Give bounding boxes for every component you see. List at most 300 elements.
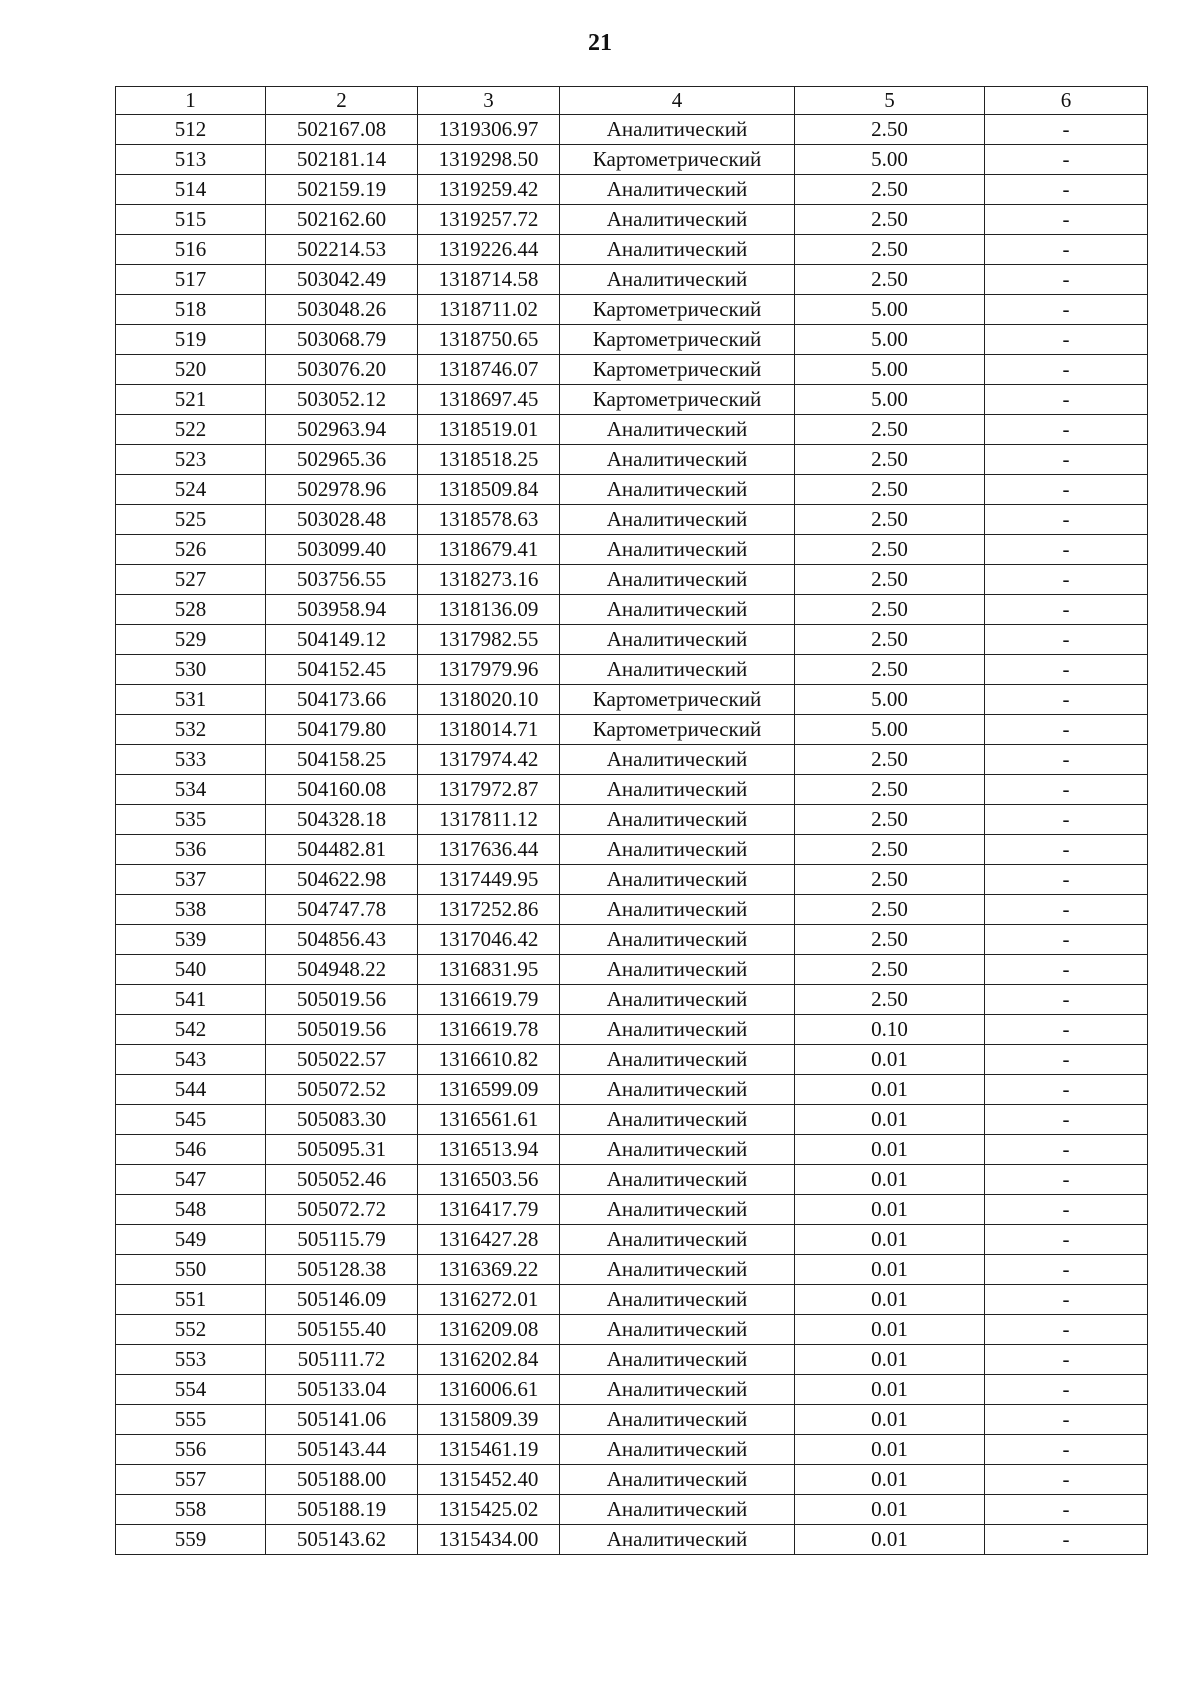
accuracy-cell: 2.50 (795, 835, 985, 865)
point-number-cell: 516 (116, 235, 266, 265)
table-row (116, 1525, 1148, 1555)
x-coordinate-cell: 505022.57 (266, 1045, 418, 1075)
point-number-cell: 519 (116, 325, 266, 355)
method-cell: Аналитический (560, 925, 795, 955)
point-number-cell: 512 (116, 115, 266, 145)
x-coordinate-cell: 505019.56 (266, 985, 418, 1015)
accuracy-cell: 0.01 (795, 1225, 985, 1255)
header-cell: 3 (418, 87, 560, 115)
accuracy-cell: 2.50 (795, 235, 985, 265)
y-coordinate-cell: 1318020.10 (418, 685, 560, 715)
point-number-cell: 539 (116, 925, 266, 955)
page-number: 21 (588, 30, 612, 56)
point-number-cell: 518 (116, 295, 266, 325)
method-cell: Аналитический (560, 985, 795, 1015)
table-row (116, 325, 1148, 355)
table-row (116, 1375, 1148, 1405)
y-coordinate-cell: 1316209.08 (418, 1315, 560, 1345)
note-cell: - (985, 835, 1148, 865)
y-coordinate-cell: 1318711.02 (418, 295, 560, 325)
point-number-cell: 537 (116, 865, 266, 895)
x-coordinate-cell: 503028.48 (266, 505, 418, 535)
accuracy-cell: 0.01 (795, 1075, 985, 1105)
table-row (116, 955, 1148, 985)
point-number-cell: 549 (116, 1225, 266, 1255)
table-row (116, 385, 1148, 415)
y-coordinate-cell: 1318014.71 (418, 715, 560, 745)
note-cell: - (985, 1285, 1148, 1315)
x-coordinate-cell: 502214.53 (266, 235, 418, 265)
accuracy-cell: 0.01 (795, 1315, 985, 1345)
y-coordinate-cell: 1316561.61 (418, 1105, 560, 1135)
method-cell: Аналитический (560, 1465, 795, 1495)
x-coordinate-cell: 504482.81 (266, 835, 418, 865)
y-coordinate-cell: 1315809.39 (418, 1405, 560, 1435)
y-coordinate-cell: 1315434.00 (418, 1525, 560, 1555)
y-coordinate-cell: 1319226.44 (418, 235, 560, 265)
header-cell: 5 (795, 87, 985, 115)
accuracy-cell: 5.00 (795, 715, 985, 745)
note-cell: - (985, 745, 1148, 775)
x-coordinate-cell: 505072.52 (266, 1075, 418, 1105)
method-cell: Аналитический (560, 1495, 795, 1525)
method-cell: Аналитический (560, 1375, 795, 1405)
accuracy-cell: 0.01 (795, 1375, 985, 1405)
method-cell: Картометрический (560, 385, 795, 415)
method-cell: Аналитический (560, 1135, 795, 1165)
note-cell: - (985, 1225, 1148, 1255)
header-cell: 1 (116, 87, 266, 115)
y-coordinate-cell: 1315461.19 (418, 1435, 560, 1465)
y-coordinate-cell: 1319298.50 (418, 145, 560, 175)
accuracy-cell: 2.50 (795, 115, 985, 145)
note-cell: - (985, 235, 1148, 265)
note-cell: - (985, 985, 1148, 1015)
accuracy-cell: 2.50 (795, 625, 985, 655)
method-cell: Аналитический (560, 1525, 795, 1555)
table-row (116, 745, 1148, 775)
method-cell: Аналитический (560, 1285, 795, 1315)
table-row (116, 535, 1148, 565)
note-cell: - (985, 1075, 1148, 1105)
accuracy-cell: 2.50 (795, 925, 985, 955)
y-coordinate-cell: 1316006.61 (418, 1375, 560, 1405)
note-cell: - (985, 1345, 1148, 1375)
method-cell: Аналитический (560, 445, 795, 475)
table-row (116, 685, 1148, 715)
y-coordinate-cell: 1317046.42 (418, 925, 560, 955)
method-cell: Аналитический (560, 1345, 795, 1375)
method-cell: Аналитический (560, 595, 795, 625)
point-number-cell: 558 (116, 1495, 266, 1525)
table-row (116, 565, 1148, 595)
accuracy-cell: 2.50 (795, 595, 985, 625)
y-coordinate-cell: 1316831.95 (418, 955, 560, 985)
table-row (116, 625, 1148, 655)
note-cell: - (985, 1165, 1148, 1195)
x-coordinate-cell: 504173.66 (266, 685, 418, 715)
method-cell: Картометрический (560, 715, 795, 745)
accuracy-cell: 2.50 (795, 895, 985, 925)
y-coordinate-cell: 1316619.79 (418, 985, 560, 1015)
method-cell: Аналитический (560, 235, 795, 265)
note-cell: - (985, 265, 1148, 295)
note-cell: - (985, 1375, 1148, 1405)
y-coordinate-cell: 1317449.95 (418, 865, 560, 895)
method-cell: Аналитический (560, 1405, 795, 1435)
accuracy-cell: 2.50 (795, 475, 985, 505)
point-number-cell: 543 (116, 1045, 266, 1075)
table-row (116, 1255, 1148, 1285)
x-coordinate-cell: 505133.04 (266, 1375, 418, 1405)
note-cell: - (985, 1465, 1148, 1495)
accuracy-cell: 2.50 (795, 205, 985, 235)
point-number-cell: 546 (116, 1135, 266, 1165)
point-number-cell: 555 (116, 1405, 266, 1435)
x-coordinate-cell: 505095.31 (266, 1135, 418, 1165)
accuracy-cell: 5.00 (795, 325, 985, 355)
y-coordinate-cell: 1318509.84 (418, 475, 560, 505)
method-cell: Картометрический (560, 145, 795, 175)
x-coordinate-cell: 504856.43 (266, 925, 418, 955)
x-coordinate-cell: 504948.22 (266, 955, 418, 985)
accuracy-cell: 0.01 (795, 1165, 985, 1195)
method-cell: Аналитический (560, 745, 795, 775)
header-row (116, 87, 1148, 115)
table-row (116, 475, 1148, 505)
method-cell: Аналитический (560, 655, 795, 685)
table-row (116, 1495, 1148, 1525)
note-cell: - (985, 1015, 1148, 1045)
y-coordinate-cell: 1316599.09 (418, 1075, 560, 1105)
method-cell: Аналитический (560, 835, 795, 865)
coordinates-table (115, 86, 1148, 1555)
point-number-cell: 521 (116, 385, 266, 415)
note-cell: - (985, 1405, 1148, 1435)
accuracy-cell: 2.50 (795, 865, 985, 895)
x-coordinate-cell: 505141.06 (266, 1405, 418, 1435)
y-coordinate-cell: 1316513.94 (418, 1135, 560, 1165)
y-coordinate-cell: 1317811.12 (418, 805, 560, 835)
table-row (116, 1225, 1148, 1255)
point-number-cell: 525 (116, 505, 266, 535)
x-coordinate-cell: 505146.09 (266, 1285, 418, 1315)
point-number-cell: 529 (116, 625, 266, 655)
x-coordinate-cell: 502963.94 (266, 415, 418, 445)
table-row (116, 1435, 1148, 1465)
table-row (116, 235, 1148, 265)
accuracy-cell: 0.01 (795, 1345, 985, 1375)
method-cell: Аналитический (560, 955, 795, 985)
method-cell: Аналитический (560, 265, 795, 295)
y-coordinate-cell: 1315425.02 (418, 1495, 560, 1525)
note-cell: - (985, 1135, 1148, 1165)
note-cell: - (985, 1435, 1148, 1465)
note-cell: - (985, 955, 1148, 985)
method-cell: Аналитический (560, 175, 795, 205)
x-coordinate-cell: 505083.30 (266, 1105, 418, 1135)
table-body (116, 115, 1148, 1555)
accuracy-cell: 2.50 (795, 655, 985, 685)
header-cell: 6 (985, 87, 1148, 115)
table-row (116, 985, 1148, 1015)
x-coordinate-cell: 505019.56 (266, 1015, 418, 1045)
table-row (116, 1015, 1148, 1045)
x-coordinate-cell: 505188.00 (266, 1465, 418, 1495)
method-cell: Аналитический (560, 475, 795, 505)
method-cell: Картометрический (560, 295, 795, 325)
accuracy-cell: 0.01 (795, 1495, 985, 1525)
y-coordinate-cell: 1318750.65 (418, 325, 560, 355)
x-coordinate-cell: 504158.25 (266, 745, 418, 775)
table-row (116, 1045, 1148, 1075)
table-row (116, 505, 1148, 535)
accuracy-cell: 5.00 (795, 685, 985, 715)
table-row (116, 1315, 1148, 1345)
accuracy-cell: 2.50 (795, 565, 985, 595)
table-row (116, 205, 1148, 235)
accuracy-cell: 5.00 (795, 145, 985, 175)
y-coordinate-cell: 1317979.96 (418, 655, 560, 685)
x-coordinate-cell: 505115.79 (266, 1225, 418, 1255)
point-number-cell: 550 (116, 1255, 266, 1285)
y-coordinate-cell: 1318578.63 (418, 505, 560, 535)
y-coordinate-cell: 1318136.09 (418, 595, 560, 625)
x-coordinate-cell: 505072.72 (266, 1195, 418, 1225)
point-number-cell: 528 (116, 595, 266, 625)
point-number-cell: 545 (116, 1105, 266, 1135)
accuracy-cell: 2.50 (795, 745, 985, 775)
y-coordinate-cell: 1319257.72 (418, 205, 560, 235)
y-coordinate-cell: 1316610.82 (418, 1045, 560, 1075)
table-row (116, 715, 1148, 745)
method-cell: Аналитический (560, 805, 795, 835)
method-cell: Аналитический (560, 1225, 795, 1255)
note-cell: - (985, 805, 1148, 835)
note-cell: - (985, 775, 1148, 805)
table-row (116, 775, 1148, 805)
table-row (116, 865, 1148, 895)
method-cell: Аналитический (560, 1165, 795, 1195)
point-number-cell: 515 (116, 205, 266, 235)
x-coordinate-cell: 504747.78 (266, 895, 418, 925)
accuracy-cell: 0.01 (795, 1465, 985, 1495)
point-number-cell: 531 (116, 685, 266, 715)
y-coordinate-cell: 1317252.86 (418, 895, 560, 925)
accuracy-cell: 2.50 (795, 505, 985, 535)
x-coordinate-cell: 503756.55 (266, 565, 418, 595)
note-cell: - (985, 475, 1148, 505)
y-coordinate-cell: 1317982.55 (418, 625, 560, 655)
y-coordinate-cell: 1316427.28 (418, 1225, 560, 1255)
x-coordinate-cell: 502167.08 (266, 115, 418, 145)
method-cell: Аналитический (560, 1075, 795, 1105)
accuracy-cell: 2.50 (795, 415, 985, 445)
x-coordinate-cell: 504622.98 (266, 865, 418, 895)
x-coordinate-cell: 505052.46 (266, 1165, 418, 1195)
table-row (116, 445, 1148, 475)
x-coordinate-cell: 503042.49 (266, 265, 418, 295)
method-cell: Аналитический (560, 895, 795, 925)
point-number-cell: 523 (116, 445, 266, 475)
accuracy-cell: 2.50 (795, 955, 985, 985)
method-cell: Аналитический (560, 625, 795, 655)
accuracy-cell: 0.10 (795, 1015, 985, 1045)
table-row (116, 175, 1148, 205)
note-cell: - (985, 685, 1148, 715)
point-number-cell: 517 (116, 265, 266, 295)
table-row (116, 1285, 1148, 1315)
accuracy-cell: 0.01 (795, 1525, 985, 1555)
point-number-cell: 559 (116, 1525, 266, 1555)
point-number-cell: 534 (116, 775, 266, 805)
method-cell: Аналитический (560, 775, 795, 805)
x-coordinate-cell: 503052.12 (266, 385, 418, 415)
note-cell: - (985, 1315, 1148, 1345)
point-number-cell: 542 (116, 1015, 266, 1045)
method-cell: Аналитический (560, 415, 795, 445)
point-number-cell: 544 (116, 1075, 266, 1105)
note-cell: - (985, 1525, 1148, 1555)
table-row (116, 1465, 1148, 1495)
x-coordinate-cell: 502162.60 (266, 205, 418, 235)
note-cell: - (985, 715, 1148, 745)
x-coordinate-cell: 505128.38 (266, 1255, 418, 1285)
point-number-cell: 522 (116, 415, 266, 445)
accuracy-cell: 0.01 (795, 1405, 985, 1435)
x-coordinate-cell: 503048.26 (266, 295, 418, 325)
note-cell: - (985, 325, 1148, 355)
table-row (116, 1165, 1148, 1195)
header-cell: 4 (560, 87, 795, 115)
method-cell: Аналитический (560, 1105, 795, 1135)
accuracy-cell: 0.01 (795, 1255, 985, 1285)
y-coordinate-cell: 1318518.25 (418, 445, 560, 475)
x-coordinate-cell: 504160.08 (266, 775, 418, 805)
method-cell: Аналитический (560, 865, 795, 895)
accuracy-cell: 2.50 (795, 175, 985, 205)
accuracy-cell: 0.01 (795, 1435, 985, 1465)
accuracy-cell: 5.00 (795, 295, 985, 325)
y-coordinate-cell: 1317636.44 (418, 835, 560, 865)
x-coordinate-cell: 504152.45 (266, 655, 418, 685)
note-cell: - (985, 625, 1148, 655)
y-coordinate-cell: 1319306.97 (418, 115, 560, 145)
y-coordinate-cell: 1317974.42 (418, 745, 560, 775)
table-row (116, 415, 1148, 445)
y-coordinate-cell: 1318519.01 (418, 415, 560, 445)
point-number-cell: 514 (116, 175, 266, 205)
point-number-cell: 538 (116, 895, 266, 925)
y-coordinate-cell: 1316503.56 (418, 1165, 560, 1195)
y-coordinate-cell: 1315452.40 (418, 1465, 560, 1495)
y-coordinate-cell: 1318679.41 (418, 535, 560, 565)
note-cell: - (985, 505, 1148, 535)
point-number-cell: 520 (116, 355, 266, 385)
x-coordinate-cell: 505155.40 (266, 1315, 418, 1345)
header-cell: 2 (266, 87, 418, 115)
accuracy-cell: 0.01 (795, 1105, 985, 1135)
note-cell: - (985, 865, 1148, 895)
point-number-cell: 552 (116, 1315, 266, 1345)
method-cell: Аналитический (560, 1195, 795, 1225)
point-number-cell: 524 (116, 475, 266, 505)
note-cell: - (985, 1045, 1148, 1075)
y-coordinate-cell: 1316202.84 (418, 1345, 560, 1375)
table-row (116, 145, 1148, 175)
x-coordinate-cell: 505143.62 (266, 1525, 418, 1555)
y-coordinate-cell: 1316619.78 (418, 1015, 560, 1045)
method-cell: Аналитический (560, 505, 795, 535)
x-coordinate-cell: 504328.18 (266, 805, 418, 835)
accuracy-cell: 2.50 (795, 985, 985, 1015)
accuracy-cell: 0.01 (795, 1135, 985, 1165)
point-number-cell: 548 (116, 1195, 266, 1225)
method-cell: Картометрический (560, 355, 795, 385)
y-coordinate-cell: 1316417.79 (418, 1195, 560, 1225)
x-coordinate-cell: 505188.19 (266, 1495, 418, 1525)
accuracy-cell: 5.00 (795, 385, 985, 415)
x-coordinate-cell: 502978.96 (266, 475, 418, 505)
point-number-cell: 526 (116, 535, 266, 565)
note-cell: - (985, 925, 1148, 955)
point-number-cell: 533 (116, 745, 266, 775)
method-cell: Аналитический (560, 535, 795, 565)
note-cell: - (985, 895, 1148, 925)
point-number-cell: 540 (116, 955, 266, 985)
accuracy-cell: 2.50 (795, 265, 985, 295)
note-cell: - (985, 115, 1148, 145)
x-coordinate-cell: 503068.79 (266, 325, 418, 355)
note-cell: - (985, 355, 1148, 385)
point-number-cell: 535 (116, 805, 266, 835)
table-row (116, 1075, 1148, 1105)
y-coordinate-cell: 1318746.07 (418, 355, 560, 385)
method-cell: Аналитический (560, 1435, 795, 1465)
point-number-cell: 557 (116, 1465, 266, 1495)
note-cell: - (985, 1255, 1148, 1285)
table-row (116, 295, 1148, 325)
y-coordinate-cell: 1317972.87 (418, 775, 560, 805)
y-coordinate-cell: 1319259.42 (418, 175, 560, 205)
x-coordinate-cell: 504179.80 (266, 715, 418, 745)
table-row (116, 895, 1148, 925)
point-number-cell: 553 (116, 1345, 266, 1375)
y-coordinate-cell: 1316369.22 (418, 1255, 560, 1285)
note-cell: - (985, 565, 1148, 595)
x-coordinate-cell: 502965.36 (266, 445, 418, 475)
table-row (116, 1135, 1148, 1165)
table-row (116, 355, 1148, 385)
method-cell: Аналитический (560, 115, 795, 145)
method-cell: Картометрический (560, 685, 795, 715)
accuracy-cell: 0.01 (795, 1045, 985, 1075)
note-cell: - (985, 535, 1148, 565)
method-cell: Аналитический (560, 1045, 795, 1075)
note-cell: - (985, 655, 1148, 685)
table-row (116, 1405, 1148, 1435)
note-cell: - (985, 445, 1148, 475)
point-number-cell: 527 (116, 565, 266, 595)
x-coordinate-cell: 503076.20 (266, 355, 418, 385)
note-cell: - (985, 295, 1148, 325)
note-cell: - (985, 1495, 1148, 1525)
accuracy-cell: 2.50 (795, 445, 985, 475)
table-row (116, 655, 1148, 685)
table-row (116, 595, 1148, 625)
accuracy-cell: 0.01 (795, 1285, 985, 1315)
x-coordinate-cell: 502159.19 (266, 175, 418, 205)
